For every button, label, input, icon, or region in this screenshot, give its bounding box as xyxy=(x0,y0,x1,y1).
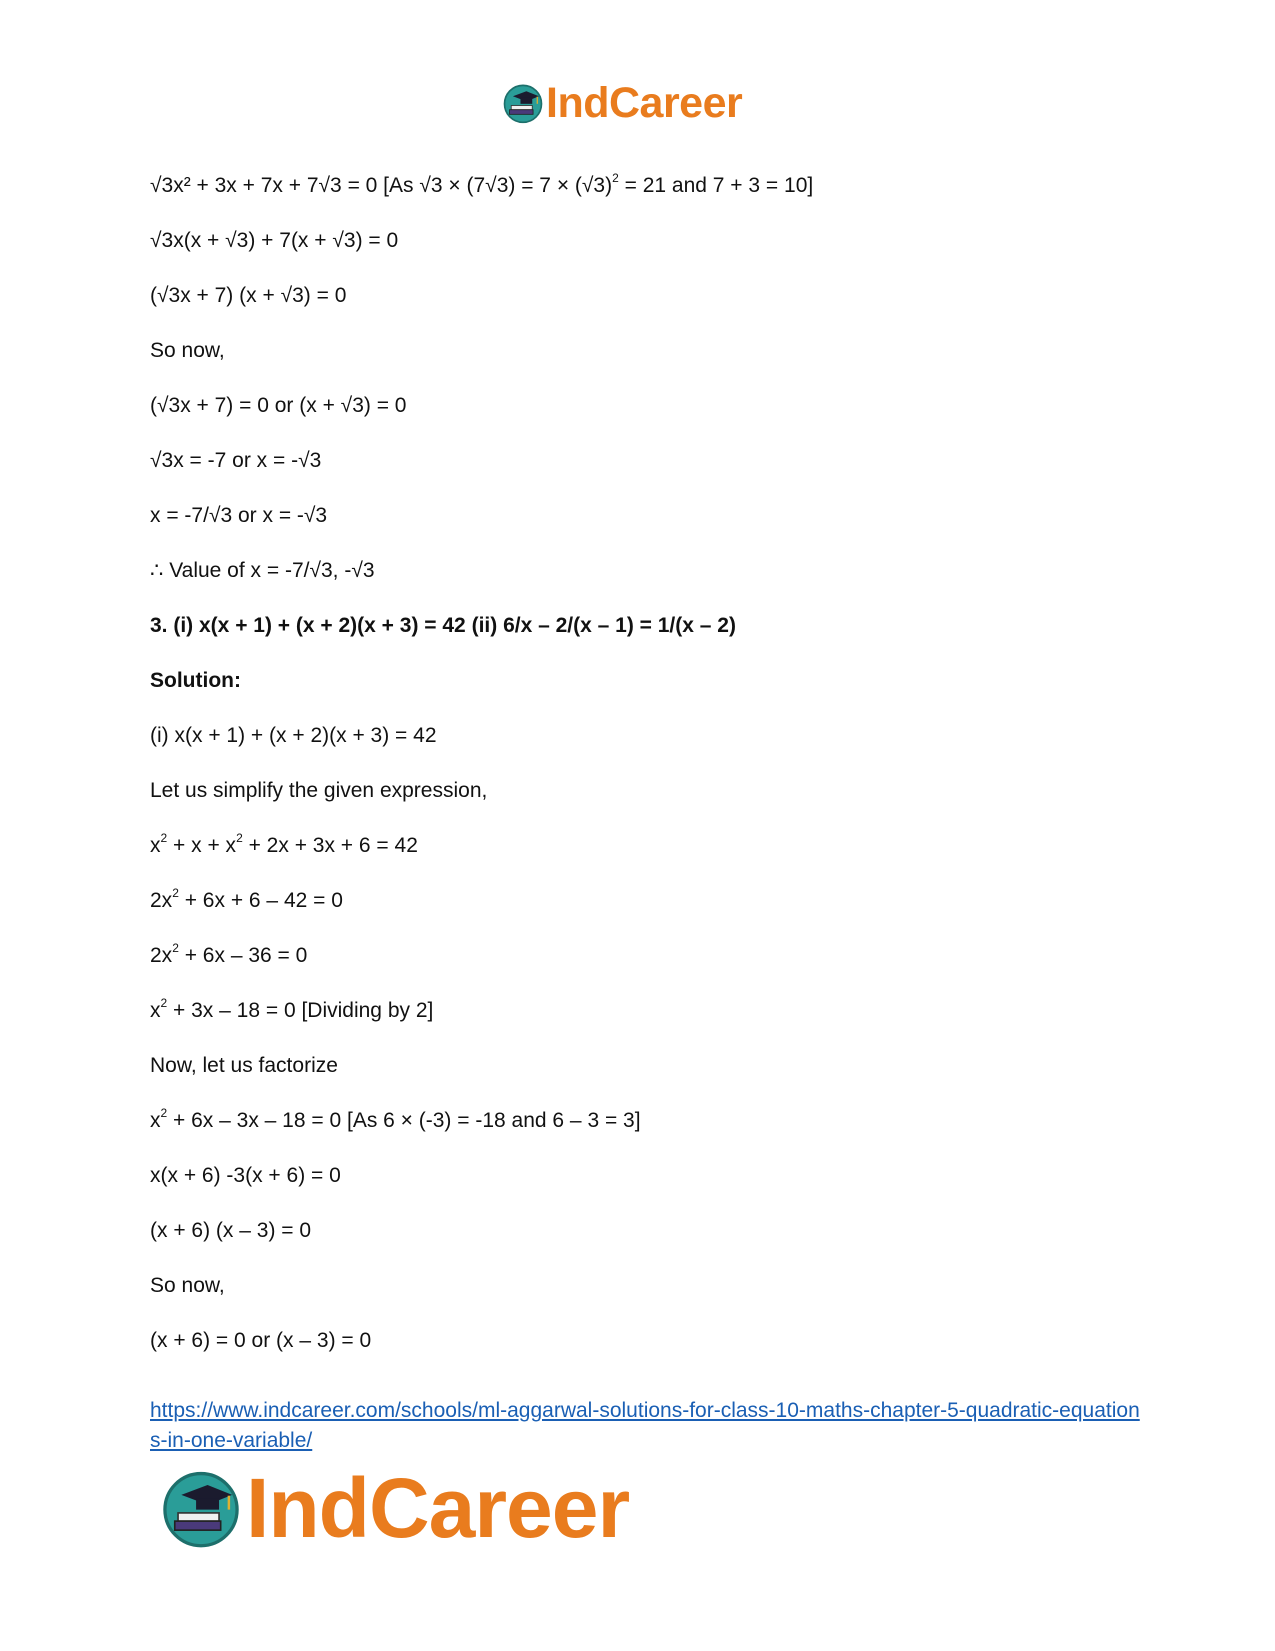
graduation-cap-books-globe-icon xyxy=(160,1467,242,1549)
text-segment: 2x xyxy=(150,889,173,912)
text-segment: So now, xyxy=(150,1274,225,1297)
text-segment: x xyxy=(150,834,161,857)
text-segment: So now, xyxy=(150,339,225,362)
text-line xyxy=(150,1054,1150,1078)
text-line xyxy=(150,229,1150,253)
superscript: 2 xyxy=(160,996,168,1010)
text-segment: 3. (i) x(x + 1) + (x + 2)(x + 3) = 42 (ii) 6/x – 2/(x – 1) = 1/(x – 2) xyxy=(150,614,736,637)
text-line xyxy=(150,724,1150,748)
question-heading xyxy=(150,614,1150,638)
footer-logo-text: IndCareer xyxy=(246,1461,630,1555)
text-line xyxy=(150,1329,1150,1353)
text-segment: Let us simplify the given expression, xyxy=(150,779,488,802)
text-segment: √3x² + 3x + 7x + 7√3 = 0 [As √3 × (7√3) = 7 × (√3) xyxy=(150,174,613,197)
text-segment: (x + 6) (x – 3) = 0 xyxy=(150,1219,312,1242)
text-line xyxy=(150,449,1150,473)
text-line xyxy=(150,1106,1150,1133)
text-line xyxy=(150,504,1150,528)
text-line xyxy=(150,559,1150,583)
text-segment: + 3x – 18 = 0 [Dividing by 2] xyxy=(167,999,434,1022)
text-segment: x = -7/√3 or x = -√3 xyxy=(150,504,328,527)
text-line xyxy=(150,1219,1150,1243)
text-line xyxy=(150,1164,1150,1188)
text-segment: ∴ Value of x = -7/√3, -√3 xyxy=(150,559,375,582)
superscript: 2 xyxy=(172,941,179,955)
superscript: 2 xyxy=(612,171,619,185)
superscript: 2 xyxy=(236,831,243,845)
text-segment: x xyxy=(150,1109,161,1132)
superscript: 2 xyxy=(172,886,179,900)
superscript: 2 xyxy=(160,1106,168,1120)
footer-logo xyxy=(160,1462,629,1554)
superscript: 2 xyxy=(160,831,168,845)
text-line xyxy=(150,1274,1150,1298)
text-segment: x xyxy=(150,999,161,1022)
header-logo xyxy=(502,78,742,128)
text-segment: Now, let us factorize xyxy=(150,1054,338,1077)
text-segment: = 21 and 7 + 3 = 10] xyxy=(618,174,814,197)
text-line xyxy=(150,996,1150,1023)
text-line xyxy=(150,339,1150,363)
source-link[interactable]: https://www.indcareer.com/schools/ml-aggarwal-solutions-for-class-10-maths-chapter-5-quadratic-equations-in-one-variable/ xyxy=(150,1399,1140,1452)
document-body xyxy=(150,171,1150,1384)
text-line xyxy=(150,171,1150,198)
text-segment: Solution: xyxy=(150,669,241,692)
text-line xyxy=(150,394,1150,418)
text-segment: + 2x + 3x + 6 = 42 xyxy=(242,834,418,857)
text-segment: 2x xyxy=(150,944,173,967)
text-segment: x(x + 6) -3(x + 6) = 0 xyxy=(150,1164,341,1187)
graduation-cap-books-globe-icon xyxy=(502,82,544,124)
text-segment: + 6x + 6 – 42 = 0 xyxy=(178,889,343,912)
text-segment: √3x(x + √3) + 7(x + √3) = 0 xyxy=(150,229,399,252)
text-segment: √3x = -7 or x = -√3 xyxy=(150,449,322,472)
text-line xyxy=(150,941,1150,968)
text-segment: (√3x + 7) (x + √3) = 0 xyxy=(150,284,347,307)
text-segment: + 6x – 36 = 0 xyxy=(178,944,308,967)
header-logo-text: IndCareer xyxy=(546,79,743,127)
text-line xyxy=(150,886,1150,913)
question-heading xyxy=(150,669,1150,693)
text-segment: (i) x(x + 1) + (x + 2)(x + 3) = 42 xyxy=(150,724,437,747)
text-segment: + x + x xyxy=(167,834,237,857)
text-segment: + 6x – 3x – 18 = 0 [As 6 × (-3) = -18 and 6 – 3 = 3] xyxy=(167,1109,641,1132)
text-segment: (x + 6) = 0 or (x – 3) = 0 xyxy=(150,1329,372,1352)
text-line xyxy=(150,779,1150,803)
text-line xyxy=(150,284,1150,308)
text-segment: (√3x + 7) = 0 or (x + √3) = 0 xyxy=(150,394,407,417)
text-line xyxy=(150,831,1150,858)
